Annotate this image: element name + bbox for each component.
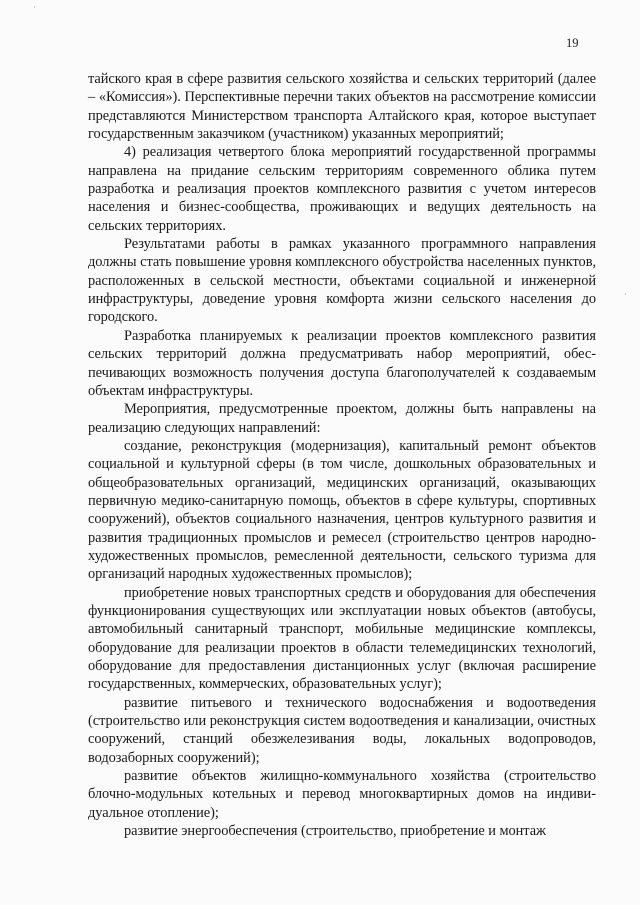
document-body <box>88 70 596 840</box>
paragraph-5: Мероприятия, предусмотренные проектом, должны быть направлены на реализацию следующих направлений: <box>88 401 596 436</box>
paragraph-8: развитие питьевого и технического водоснабжения и водоотведения (строительство или реконструкция систем водоотведения и канализации, очистных сооружений, станций обезжелезивания воды, локальных водопроводов, водозаборных сооружений); <box>88 694 596 766</box>
paragraph-9: развитие объектов жилищно-коммунального хозяйства (строительство блочно-модульных котельных и перевод многоквартирных домов на индивидуальное отопление); <box>88 768 596 821</box>
paragraph-1: тайского края в сфере развития сельского хозяйства и сельских территорий (далее – «Комиссия»). Перспективные перечни таких объектов на рассмотрение комиссии представляются Министерством транспорта Алтайского края, которое выступает государственным заказчиком (участником) указанных мероприятий; <box>88 71 596 143</box>
page-number: 19 <box>566 36 579 50</box>
paragraph-3: Результатами работы в рамках указанного программного направления должны стать повышение уровня комплексного обустройства населенных пунктов, расположенных в сельской местности, объектами социальной и инженерной инфраструктуры, доведение уровня комфорта жизни сельского населения до городского. <box>88 236 596 326</box>
scan-mark-side: · <box>624 290 627 300</box>
paragraph-7: приобретение новых транспортных средств и оборудования для обеспечения функционирования существующих или эксплуатации новых объектов (автобусы, автомобильный санитарный транспорт, мобильные медицинские комплексы, оборудование для реализации проектов в области телемедицинских технологий, оборудование для предоставления дистанционных услуг (включая расширение государственных, коммерческих, образовательных услуг); <box>88 584 596 693</box>
scan-mark-top: · <box>33 3 36 13</box>
paragraph-6: создание, реконструкция (модернизация), капитальный ремонт объектов социальной и культурной сферы (в том числе, дошкольных образовательных и общеобразовательных организаций, медицинских организаций, оказывающих первичную медико-санитарную помощь, объектов в сфере культуры, спортивных сооружений), объектов социального назначения, центров культурного развития и развития традиционных промыслов и ремесел (строительство центров народно-художественных промыслов, ремесленной деятельности, сельского туризма для организаций народных художественных промыслов); <box>88 437 596 583</box>
paragraph-4: Разработка планируемых к реализации проектов комплексного развития сельских территорий должна предусматривать набор мероприятий, обеспечивающих возможность получения доступа благополучателей к создаваемым объектам инфраструктуры. <box>88 327 596 399</box>
paragraph-10: развитие энергообеспечения (строительство, приобретение и монтаж <box>124 823 546 840</box>
paragraph-2: 4) реализация четвертого блока мероприятий государственной программы направлена на придание сельским территориям современного облика путем разработка и реализация проектов комплексного развития с учетом интересов населения и бизнес-сообщества, проживающих и ведущих деятельность на сельских территориях. <box>88 144 596 234</box>
